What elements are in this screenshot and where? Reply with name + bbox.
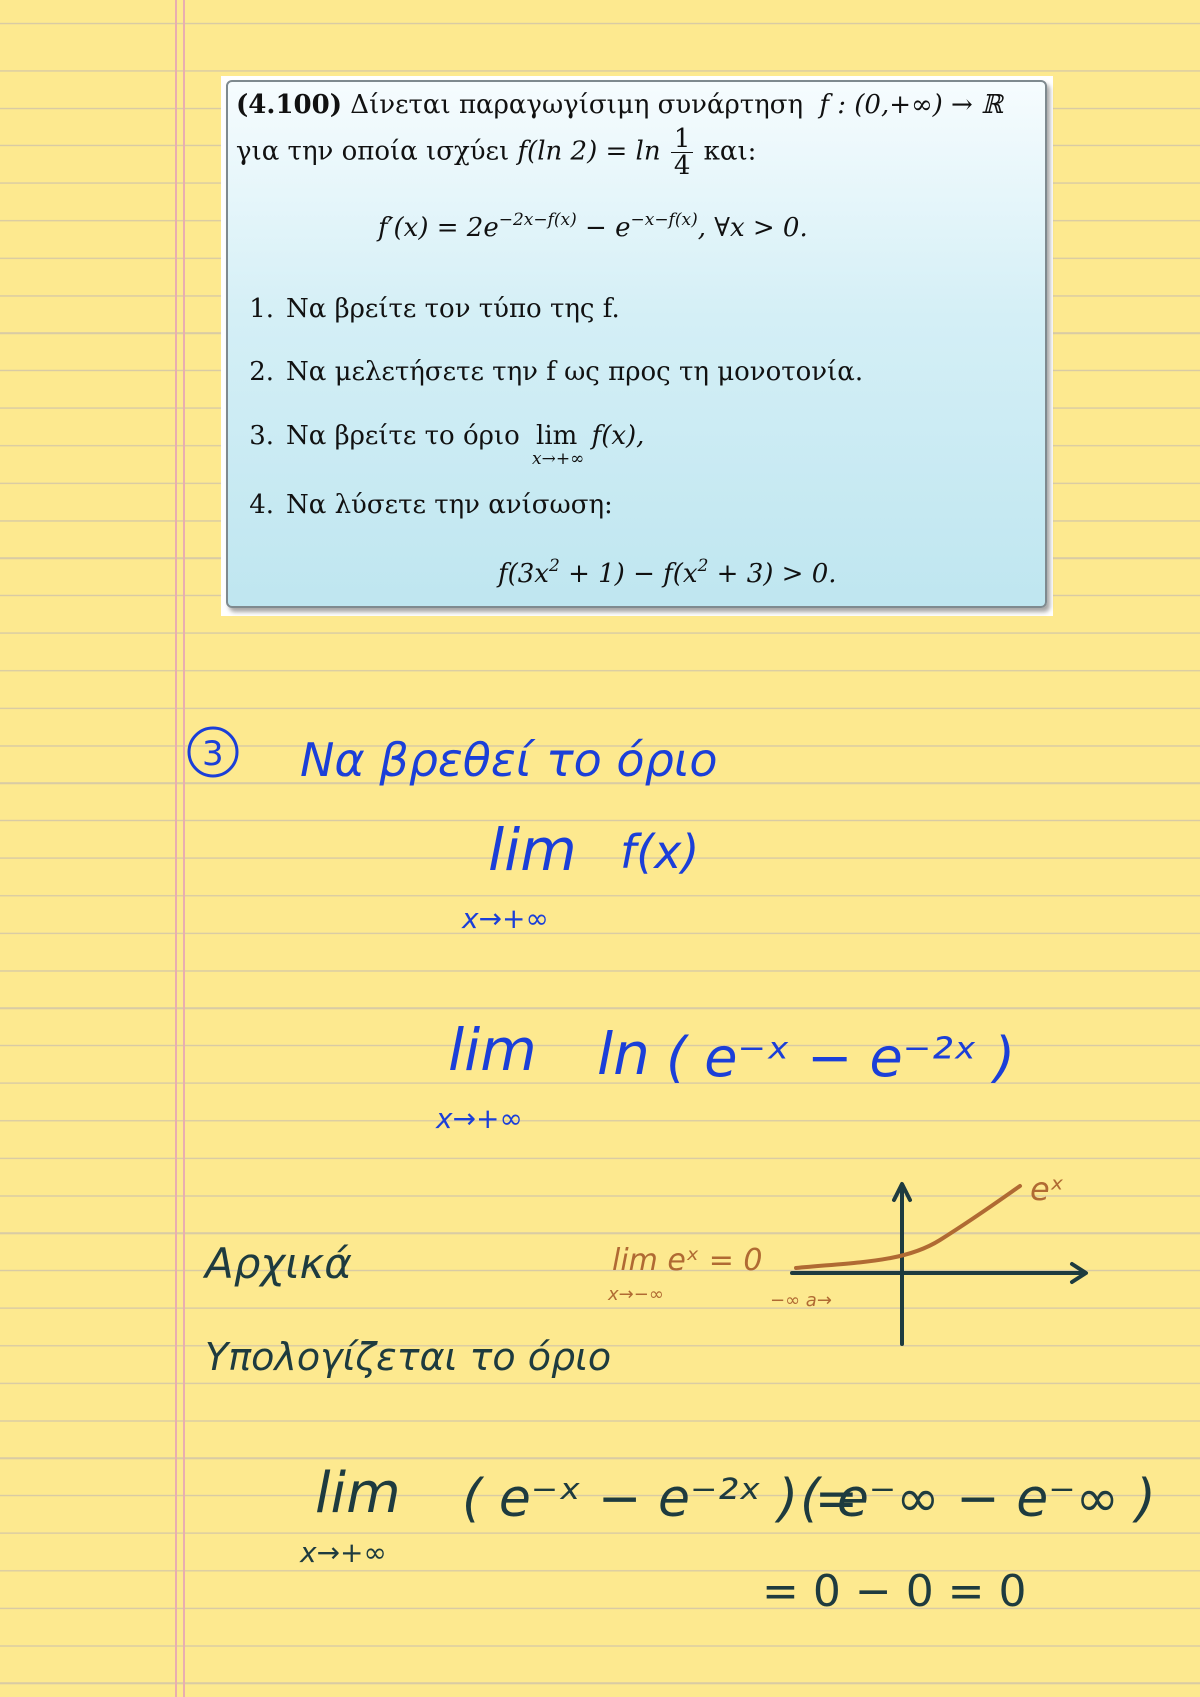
notes-ypologizetai: Υπολογίζεται το όριο: [205, 1335, 612, 1379]
limit-subscript: x→+∞: [532, 449, 585, 469]
notes-ln: ln: [597, 1020, 650, 1088]
problem-number: (4.100): [236, 90, 343, 120]
notes-side-lim: lim eˣ = 0: [612, 1243, 763, 1278]
inequality-part-c: + 3) > 0.: [708, 559, 837, 589]
notes-lim-2: lim: [448, 1016, 537, 1084]
inequality-sup-2: 2: [697, 556, 709, 576]
graph-axis-label: −∞ a→: [770, 1290, 832, 1311]
item-text: Να μελετήσετε την f ως προς τη μονοτονία.: [286, 357, 864, 387]
item-label: 3.: [249, 421, 274, 451]
item-text: Να βρείτε το όριο: [286, 421, 520, 451]
item-text: Να λύσετε την ανίσωση:: [286, 490, 613, 520]
item-text-after: f(x),: [591, 421, 645, 451]
inequality-part-b: + 1) − f(x: [559, 559, 698, 589]
notes-lim-sub-1: x→+∞: [462, 902, 549, 935]
notes-lim-3: lim: [315, 1461, 401, 1526]
derivative-exponent-1: −2x−f(x): [498, 210, 577, 230]
notes-heading: Να βρεθεί το όριο: [300, 733, 718, 787]
notes-lim-sub-3: x→+∞: [300, 1536, 387, 1569]
problem-line2-end: και:: [703, 136, 757, 167]
notes-lim-sub-2: x→+∞: [436, 1102, 523, 1135]
item-label: 2.: [249, 357, 274, 387]
notes-lim-1: lim: [488, 816, 577, 884]
item-label: 1.: [249, 294, 274, 324]
fraction-numerator: 1: [671, 126, 694, 153]
notes-fx: f(x): [620, 825, 700, 879]
derivative-exponent-2: −x−f(x): [630, 210, 698, 230]
item-text: Να βρείτε τον τύπο της f.: [286, 294, 620, 324]
derivative-lhs: f′(x) = 2e: [378, 213, 499, 243]
problem-line2-text: για την οποία ισχύει: [236, 136, 510, 167]
fraction-denominator: 4: [673, 151, 691, 181]
problem-intro: Δίνεται παραγωγίσιμη συνάρτηση: [350, 90, 804, 120]
limit-word: lim: [536, 421, 578, 451]
condition-lhs: f(ln 2) = ln: [517, 136, 661, 167]
notes-final: = 0 − 0 = 0: [762, 1566, 1027, 1617]
derivative-mid: − e: [576, 213, 631, 243]
circled-number: 3: [202, 734, 224, 774]
notes-eq-rhs: ( e⁻∞ − e⁻∞ ): [800, 1469, 1156, 1529]
notes-arxika: Αρχικά: [205, 1239, 352, 1288]
notes-ln-expression: ( e⁻ˣ − e⁻²ˣ ): [666, 1026, 1016, 1089]
item-label: 4.: [249, 490, 274, 520]
problem-domain: f : (0,+∞) → ℝ: [819, 90, 1003, 120]
inequality-part-a: f(3x: [498, 559, 549, 589]
notes-side-sub: x→−∞: [608, 1284, 664, 1305]
graph-label: eˣ: [1030, 1170, 1064, 1208]
derivative-end: , ∀x > 0.: [697, 213, 808, 243]
notes-eq-lhs: ( e⁻ˣ − e⁻²ˣ ) =: [462, 1469, 859, 1529]
inequality-sup-1: 2: [548, 556, 560, 576]
exp-graph-sketch: [792, 1184, 1086, 1344]
